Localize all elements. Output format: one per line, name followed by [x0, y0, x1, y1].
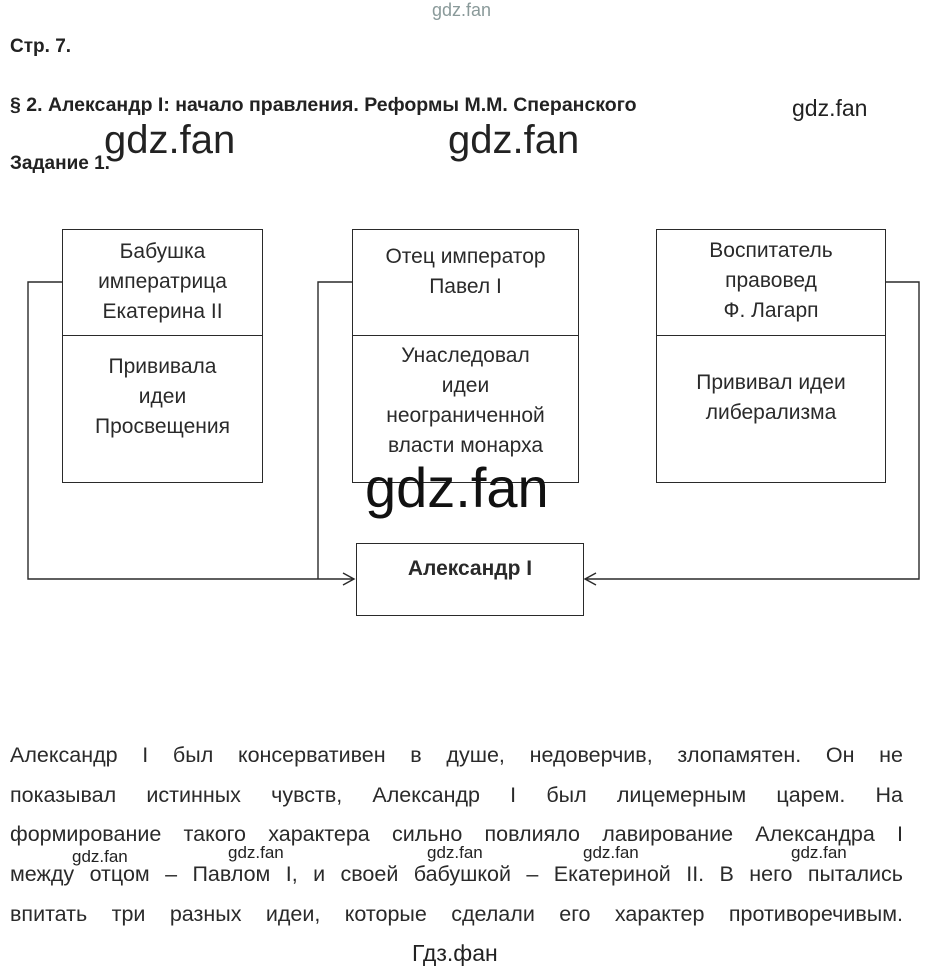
- box-grandmother-body: Прививала идеи Просвещения: [95, 355, 230, 438]
- box-tutor-title: Воспитатель правовед Ф. Лагарп: [709, 239, 833, 322]
- section-title: § 2. Александр I: начало правления. Реформы М.М. Сперанского: [10, 94, 637, 116]
- watermark-right: gdz.fan: [792, 95, 868, 121]
- watermark-small-4: gdz.fan: [583, 843, 639, 862]
- watermark-big-left: gdz.fan: [104, 118, 236, 162]
- box-divider: [63, 335, 262, 336]
- watermark-big-center: gdz.fan: [448, 118, 580, 162]
- paragraph-line-3: формирование такого характера сильно повлияло лавирование Александра I: [10, 822, 903, 846]
- box-alexander-label: Александр I: [407, 557, 533, 580]
- box-father: [352, 229, 579, 483]
- box-divider: [657, 335, 885, 336]
- box-father-body: Унаследовал идеи неограниченной власти монарха: [386, 344, 545, 457]
- box-tutor-body: Прививал идеи либерализма: [696, 371, 846, 424]
- box-divider: [353, 335, 578, 336]
- box-father-title: Отец император Павел I: [385, 245, 546, 298]
- box-tutor: [656, 229, 886, 483]
- box-grandmother: [62, 229, 263, 483]
- box-grandmother-title: Бабушка императрица Екатерина II: [98, 240, 227, 323]
- watermark-small-2: gdz.fan: [228, 843, 284, 862]
- box-alexander: [356, 543, 584, 616]
- watermark-small-5: gdz.fan: [791, 843, 847, 862]
- paragraph-line-5: впитать три разных идеи, которые сделали его характер противоречивым.: [10, 902, 903, 926]
- page-reference: Стр. 7.: [10, 36, 72, 57]
- watermark-huge: gdz.fan: [365, 456, 549, 519]
- watermark-top: gdz.fan: [432, 0, 492, 20]
- paragraph-line-1: Александр I был консервативен в душе, недоверчив, злопамятен. Он не: [10, 743, 903, 767]
- task-label: Задание 1.: [10, 153, 110, 174]
- watermark-small-3: gdz.fan: [427, 843, 483, 862]
- paragraph-line-2: показывал истинных чувств, Александр I был лицемерным царем. На: [10, 783, 903, 807]
- paragraph-line-4: между отцом – Павлом I, и своей бабушкой – Екатериной II. В него пытались: [10, 862, 903, 886]
- watermark-footer: Гдз.фан: [412, 940, 498, 966]
- watermark-small-1: gdz.fan: [72, 847, 128, 866]
- connector-center: [318, 282, 352, 579]
